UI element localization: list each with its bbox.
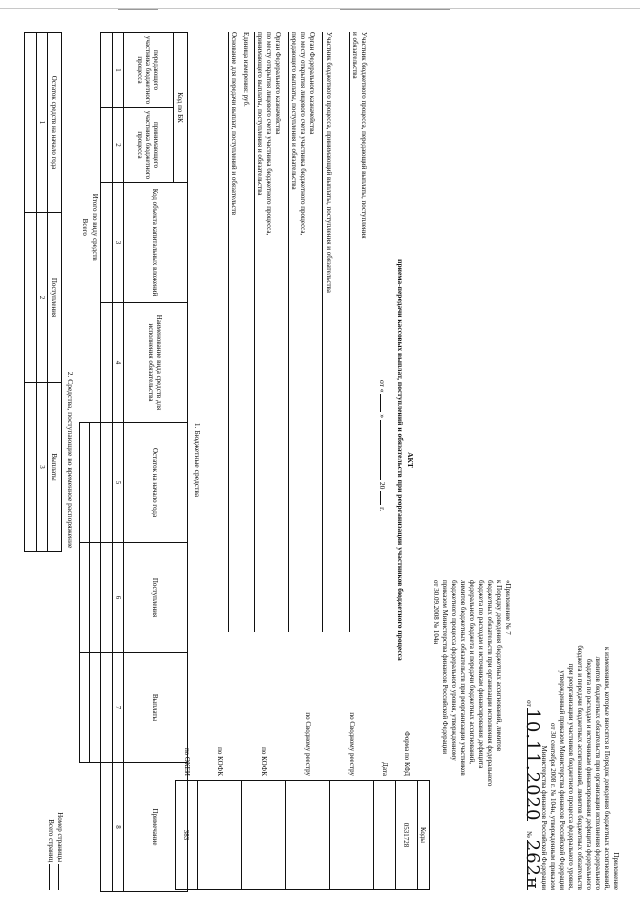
date-close: » xyxy=(378,414,387,419)
okud-code: 0531728 xyxy=(396,781,418,890)
year-prefix: 20 xyxy=(378,481,387,490)
section2-title: 2. Средства, поступающие во временное распоряжение xyxy=(66,371,75,549)
appendix-line: федерального бюджета и передачи бюджетных ассигнований, xyxy=(468,580,476,764)
table-cell xyxy=(25,383,37,552)
document-subtitle: приема-передачи кассовых выплат, поступлений и обязательств при реорганизации участников бюджетного процесса xyxy=(396,259,406,661)
appendix-line: от 30.09.2008 № 104н xyxy=(432,580,440,645)
table-cell xyxy=(90,653,101,763)
appendix-line: к Порядку доведения бюджетных ассигнований, лимитов xyxy=(495,580,503,752)
total-by-kind-label: Итого по виду средств xyxy=(90,33,101,423)
appendix-line: бюджетных обязательств при организации исполнения федерального xyxy=(486,580,494,787)
okei-code: 383 xyxy=(176,781,198,890)
svod1-code xyxy=(330,781,374,890)
handwritten-number: 262н xyxy=(522,839,543,890)
table-cell xyxy=(101,183,113,303)
col-num: 5 xyxy=(113,423,124,543)
table-cell xyxy=(101,423,113,543)
col-num: 4 xyxy=(113,303,124,423)
table-cell xyxy=(90,763,101,892)
page-counter xyxy=(46,760,64,890)
budget-funds-table xyxy=(80,32,189,892)
col-payments: Выплаты xyxy=(124,653,188,763)
table-cell xyxy=(25,33,37,213)
col-num: 1 xyxy=(37,33,48,213)
date-prefix: от xyxy=(525,700,533,707)
table-row xyxy=(101,33,113,892)
header-line: Министерства финансов Российской Федерации xyxy=(540,745,548,890)
table-cell xyxy=(101,108,113,183)
header-line: при реорганизации участников бюджетного процесса федерального уровня, xyxy=(567,663,575,890)
codes-header: Коды xyxy=(418,781,430,890)
field-receiver xyxy=(322,32,342,632)
kofk1-label: по КОФК xyxy=(260,747,268,776)
col-balance: Остаток на начало года xyxy=(124,423,188,543)
table-row xyxy=(25,33,37,552)
table-cell xyxy=(90,423,101,543)
appendix-line: бюджетного процесса федерального уровня, утвержденному xyxy=(450,580,458,761)
day-blank xyxy=(380,394,381,412)
table-cell xyxy=(90,543,101,653)
col-num: 3 xyxy=(37,383,48,552)
table-cell xyxy=(80,423,90,543)
field-label: передающего выплаты, поступления и обязательства xyxy=(288,32,298,632)
col-num: 8 xyxy=(113,763,124,892)
col-payments: Выплаты xyxy=(48,383,62,552)
col-num: 2 xyxy=(113,108,124,183)
col-object-code: Код объекта капитальных вложений xyxy=(124,183,188,303)
page-number-label: Номер страницы xyxy=(56,812,64,863)
header-line: к изменениям, которые вносятся в Порядок доведения бюджетных ассигнований, xyxy=(603,647,611,890)
col-receiver: принимающего участника бюджетного процесса xyxy=(124,108,174,183)
col-kod-bk: Код по БК xyxy=(174,33,188,183)
svod2-label: по Сводному реестру xyxy=(304,712,312,776)
col-receipts: Поступления xyxy=(124,543,188,653)
col-num: 7 xyxy=(113,653,124,763)
rotated-form-page xyxy=(10,20,630,900)
total-by-kind-row xyxy=(90,33,101,892)
svod2-code xyxy=(286,781,330,890)
col-num: 1 xyxy=(113,33,124,108)
appendix-line: лимитов бюджетных обязательств при реорганизации участников xyxy=(459,580,467,776)
col-num: 3 xyxy=(113,183,124,303)
table-cell xyxy=(25,213,37,383)
appendix-line: приказом Министерства финансов Российской Федерации xyxy=(441,580,449,754)
appendix-note xyxy=(431,580,512,890)
field-label: Участник бюджетного процесса, передающий выплаты, поступления xyxy=(360,32,368,239)
year-blank xyxy=(380,491,381,505)
temporary-funds-table xyxy=(24,32,62,552)
header-line: Приложение xyxy=(612,852,620,890)
col-note: Примечание xyxy=(124,763,188,892)
header-line: бюджета по расходам и источникам финансирования дефицита федерального xyxy=(585,658,593,890)
header-line: от 30 сентября 2008 г. № 104н, утвержденным приказом xyxy=(549,723,557,890)
handwritten-date: 10.11.2020 xyxy=(522,708,543,822)
col-num: 2 xyxy=(37,213,48,383)
svod1-label: по Сводному реестру xyxy=(348,712,356,776)
scan-divider-right xyxy=(340,9,450,10)
col-funds-kind: Наименование вида средств для исполнения обязательства xyxy=(124,303,188,423)
table-cell xyxy=(80,543,90,653)
header-line: лимитов бюджетных обязательств при организации исполнения федерального xyxy=(594,656,602,890)
codes-table xyxy=(175,780,430,890)
pages-total-line xyxy=(46,760,55,890)
field-label: по месту открытия лицевого счета участника бюджетного процесса, xyxy=(299,32,307,236)
kofk1-code xyxy=(242,781,286,890)
act-date-line xyxy=(378,380,388,580)
field-line xyxy=(349,32,359,632)
field-sender xyxy=(342,32,368,632)
total-row xyxy=(80,33,90,892)
act-title xyxy=(396,220,415,700)
table-cell xyxy=(101,653,113,763)
scan-top-border xyxy=(0,8,640,9)
page-number-line xyxy=(55,760,64,890)
okei-label: по ОКЕИ xyxy=(183,747,191,776)
field-unit: Единица измерения: руб. xyxy=(242,32,250,107)
date-label: Дата xyxy=(381,762,389,776)
month-blank xyxy=(380,420,381,480)
col-start-balance: Остаток средств на начало года xyxy=(48,33,62,213)
date-open: от « xyxy=(378,380,387,393)
table-cell xyxy=(80,763,90,892)
field-label: по месту открытия лицевого счета участника бюджетного процесса, xyxy=(265,32,273,236)
date-code xyxy=(374,781,396,890)
kofk2-code xyxy=(198,781,242,890)
codes-labels xyxy=(176,640,418,776)
kofk2-label: по КОФК xyxy=(216,747,224,776)
number-prefix: № xyxy=(525,831,533,838)
field-basis: Основание для передачи выплат, поступлений и обязательств xyxy=(228,32,238,632)
pages-total-label: Всего страниц xyxy=(47,819,55,863)
amendment-header xyxy=(524,500,620,890)
table-cell xyxy=(101,33,113,108)
table-cell xyxy=(101,763,113,892)
scan-divider-left xyxy=(118,9,158,10)
field-label: Участник бюджетного процесса, принимающий выплаты, поступления и обязательства xyxy=(325,32,333,293)
col-num: 6 xyxy=(113,543,124,653)
field-label: принимающего выплаты, поступления и обязательства xyxy=(254,32,264,632)
appendix-line: «Приложение № 7 xyxy=(504,580,512,635)
table-cell xyxy=(101,303,113,423)
field-label: Орган Федерального казначейства xyxy=(274,32,282,135)
year-suffix: г. xyxy=(378,507,387,512)
page-number-blank xyxy=(58,864,59,890)
okud-label: Форма по КФД xyxy=(403,731,411,776)
pages-total-blank xyxy=(49,864,50,890)
col-sender: передающего участника бюджетного процесса xyxy=(124,33,174,108)
table-cell xyxy=(101,543,113,653)
field-ofk-receiver xyxy=(250,32,286,632)
column-numbers-row xyxy=(37,33,48,552)
header-line: бюджета и передачи бюджетных ассигнований, лимитов бюджетных обязательств xyxy=(576,645,584,890)
field-ofk-sender xyxy=(286,32,322,632)
total-label: Всего xyxy=(81,218,89,236)
col-receipts: Поступления xyxy=(48,213,62,383)
column-numbers-row xyxy=(113,33,124,892)
appendix-line: бюджета по расходам и источникам финансирования дефицита xyxy=(477,580,485,769)
document-title: АКТ xyxy=(406,452,415,468)
form-fields xyxy=(228,32,368,632)
section1-title: 1. Бюджетные средства xyxy=(193,422,202,498)
field-label: Орган Федерального казначейства xyxy=(308,32,316,135)
order-date-line xyxy=(522,500,543,890)
field-label: и обязательства xyxy=(351,32,359,79)
table-cell xyxy=(80,653,90,763)
header-line: утвержденный приказом Министерства финансов Российской Федерации xyxy=(558,670,566,890)
